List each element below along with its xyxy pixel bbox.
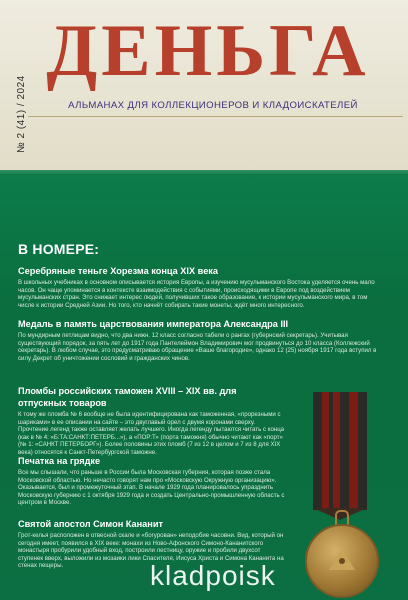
article-title: Печатка на грядке — [18, 456, 101, 466]
article-text: К тому же пломба № 6 вообще не была идентифицирована как таможенная, «прорезными с шариками» в ее описании на сайте – это двуглавый орел с двумя коронами сверху. Прочтение легенд также оставляет желать лучшего. Иногда легенду пытаются читать с конца (как в № 4: «Б:ТА:САНКТ:ПЕТЕРБ...»), а «ПОР:Т» (порта таможня) обычно читают как «порт» (№ 1: «САНКТ ПЕТЕРБОРГ»). Более половины этих пломб (7 из 12 в целом и 7 из 8 для XIX века) относятся к Санкт-Петербургской таможне. — [18, 411, 285, 456]
article-text: По мундирным петлицам видно, что два нижн. 12 класс согласно табели о рангах (губернский секретарь). Учитывая существующий порядок, за пять лет до 1917 года Пантелеймон Владимирович мог продвинуться до 10 класса (Коллежский секретарь). В любом случае, это предусматриваю обращение «Ваше благородие», однако 12 (25) ноября 1917 года вступил в силу Декрет об уничтожении сословий и гражданских чинов. — [18, 332, 377, 362]
magazine-title: ДЕНЬГА — [46, 10, 370, 92]
issue-number-text: № 2 (41) / 2024 — [16, 75, 27, 153]
contents-heading: В НОМЕРЕ: — [18, 241, 100, 257]
article-title: Серебряные теньге Хорезма конца XIX века — [18, 266, 219, 276]
article-stamp — [18, 455, 286, 507]
article-khorezm — [18, 265, 378, 309]
all-seeing-eye-icon — [329, 548, 355, 570]
header-divider — [28, 116, 403, 117]
issue-number — [2, 28, 27, 153]
watermark: kladpoisk — [150, 560, 276, 591]
article-text: Все мы слышали, что раньше в России была Московская губерния, которая позже стала Московской областью. Но нечасто говорят нам про «Московскую Окружную организацию». Оказывается, был и промежуточный этап. В начале 1929 года планировалось упразднить Московскую губернию с 1 октября 1929 года и создать Центрально-промышленную область с центром в Москве. — [18, 469, 285, 506]
magazine-subtitle: АЛЬМАНАХ ДЛЯ КОЛЛЕКЦИОНЕРОВ И КЛАДОИСКАТЕЛЕЙ — [68, 100, 358, 111]
article-seals — [18, 385, 286, 456]
article-title: Пломбы российских таможен XVIII – XIX вв. для отпускных товаров — [18, 386, 237, 408]
article-title: Медаль в память царствования императора Александра III — [18, 319, 289, 329]
article-medal — [18, 318, 378, 362]
medal-disk — [305, 524, 379, 598]
article-text: Грот-келья расположен в отвесной скале и «богурован» неподобие часовни. Вид, который он сегодня имеет, появился в XIX веке: монахи из Ново-Афонского Симоно-Кананитского монастыря пробурили удобный вход, построили лестницу, оружие и пробили двухсот ступенек вверх, выложили из мозаики лики Спасителя, Иисуса Христа и Симона Кананита на стенах пещеры. — [18, 532, 284, 569]
medal-ribbon — [313, 392, 367, 510]
article-text: В школьных учебниках в основном описывается история Европы, а изучению мусульманского Востока уделяется очень мало часов. Он чаще упоминается в контексте взаимодействия с событиями, происходящими в Европе под воздействием мусульманских стран. Это снижает интерес людей, получивших такое образование, к истории мусульманского мира, в том числе к истории Средней Азии. Но того, кто начнёт собирать такие монеты, ждёт много интересного. — [18, 279, 375, 309]
medal-image — [280, 392, 400, 592]
article-title: Святой апостол Симон Кананит — [18, 519, 163, 529]
